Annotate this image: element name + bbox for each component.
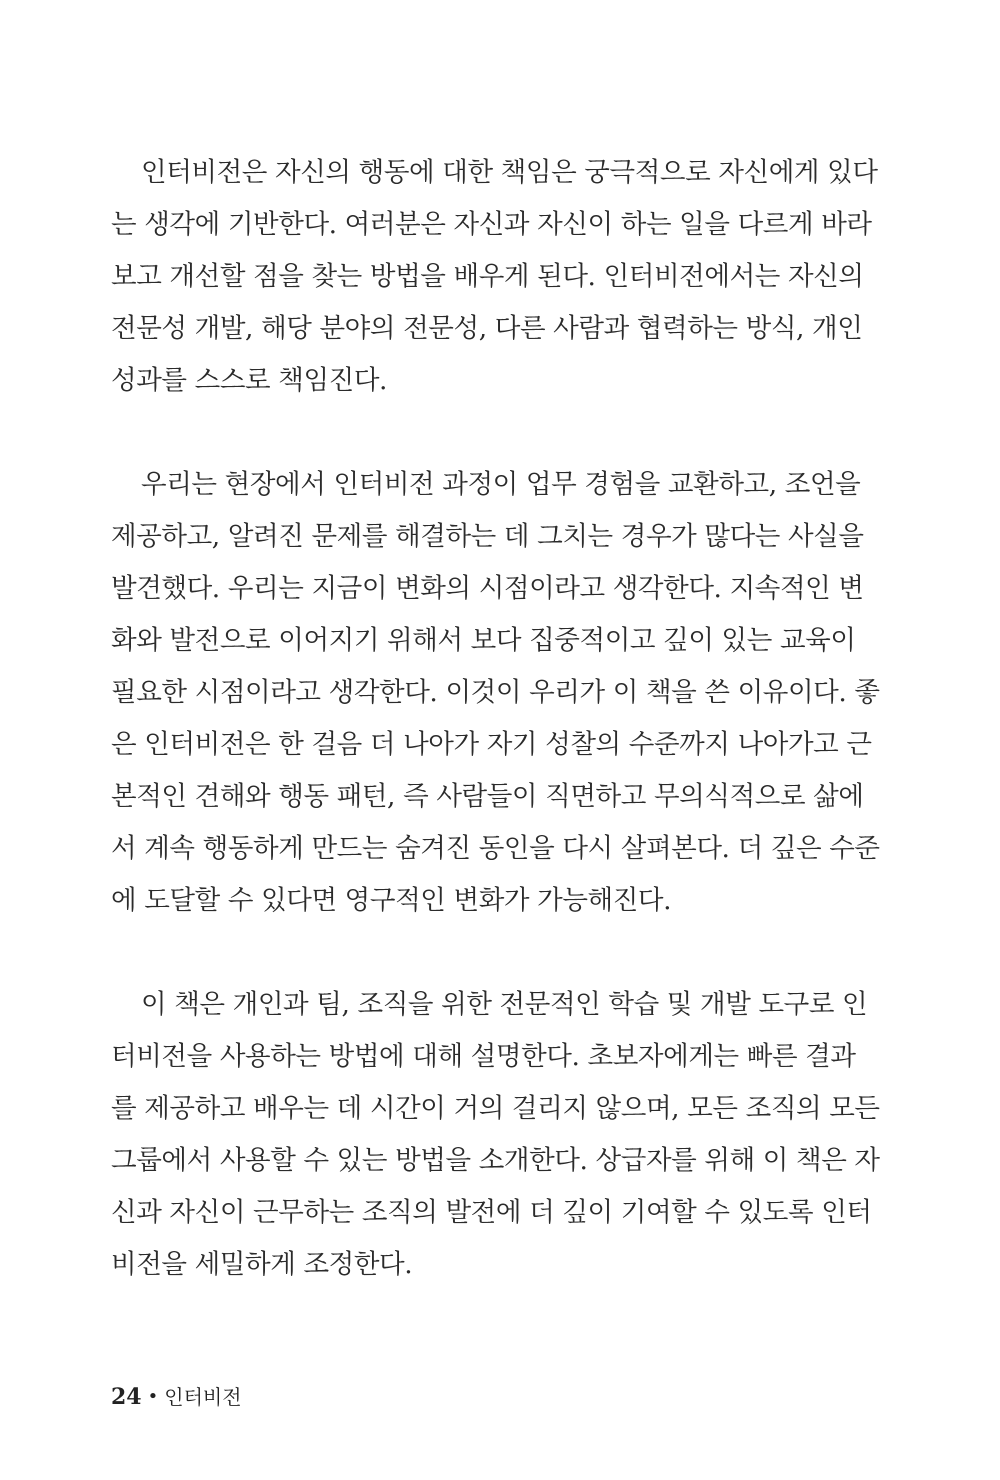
- text-line: 이 책은 개인과 팀, 조직을 위한 전문적인 학습 및 개발 도구로 인: [141, 989, 868, 1020]
- text-line: 인터비전은 자신의 행동에 대한 책임은 궁극적으로 자신에게 있다: [141, 157, 878, 188]
- bullet-separator: •: [147, 1386, 159, 1407]
- text-line: 서 계속 행동하게 만드는 숨겨진 동인을 다시 살펴본다. 더 깊은 수준: [111, 833, 880, 864]
- text-line: 터비전을 사용하는 방법에 대해 설명한다. 초보자에게는 빠른 결과: [111, 1041, 856, 1072]
- text-line: 보고 개선할 점을 찾는 방법을 배우게 된다. 인터비전에서는 자신의: [111, 261, 864, 292]
- body-text: [111, 154, 880, 1298]
- text-line: 발견했다. 우리는 지금이 변화의 시점이라고 생각한다. 지속적인 변: [111, 573, 864, 604]
- text-line: 에 도달할 수 있다면 영구적인 변화가 가능해진다.: [111, 885, 672, 916]
- text-line: 화와 발전으로 이어지기 위해서 보다 집중적이고 깊이 있는 교육이: [111, 625, 856, 656]
- text-line: 은 인터비전은 한 걸음 더 나아가 자기 성찰의 수준까지 나아가고 근: [111, 729, 872, 760]
- text-line: 신과 자신이 근무하는 조직의 발전에 더 깊이 기여할 수 있도록 인터: [111, 1197, 872, 1228]
- text-line: 를 제공하고 배우는 데 시간이 거의 걸리지 않으며, 모든 조직의 모든: [111, 1093, 880, 1124]
- paragraph-2: [111, 466, 880, 934]
- text-line: 필요한 시점이라고 생각한다. 이것이 우리가 이 책을 쓴 이유이다. 좋: [111, 677, 880, 708]
- page-footer: [111, 1382, 242, 1412]
- page-number: 24: [111, 1384, 142, 1410]
- text-line: 제공하고, 알려진 문제를 해결하는 데 그치는 경우가 많다는 사실을: [111, 521, 864, 552]
- paragraph-1: [111, 154, 878, 414]
- text-line: 전문성 개발, 해당 분야의 전문성, 다른 사람과 협력하는 방식, 개인: [111, 313, 863, 344]
- text-line: 비전을 세밀하게 조정한다.: [111, 1249, 413, 1280]
- text-line: 는 생각에 기반한다. 여러분은 자신과 자신이 하는 일을 다르게 바라: [111, 209, 872, 240]
- text-line: 본적인 견해와 행동 패턴, 즉 사람들이 직면하고 무의식적으로 삶에: [111, 781, 864, 812]
- paragraph-3: [111, 986, 880, 1298]
- text-line: 우리는 현장에서 인터비전 과정이 업무 경험을 교환하고, 조언을: [141, 469, 861, 500]
- running-title: 인터비전: [164, 1385, 242, 1409]
- text-line: 성과를 스스로 책임진다.: [111, 365, 388, 396]
- text-line: 그룹에서 사용할 수 있는 방법을 소개한다. 상급자를 위해 이 책은 자: [111, 1145, 880, 1176]
